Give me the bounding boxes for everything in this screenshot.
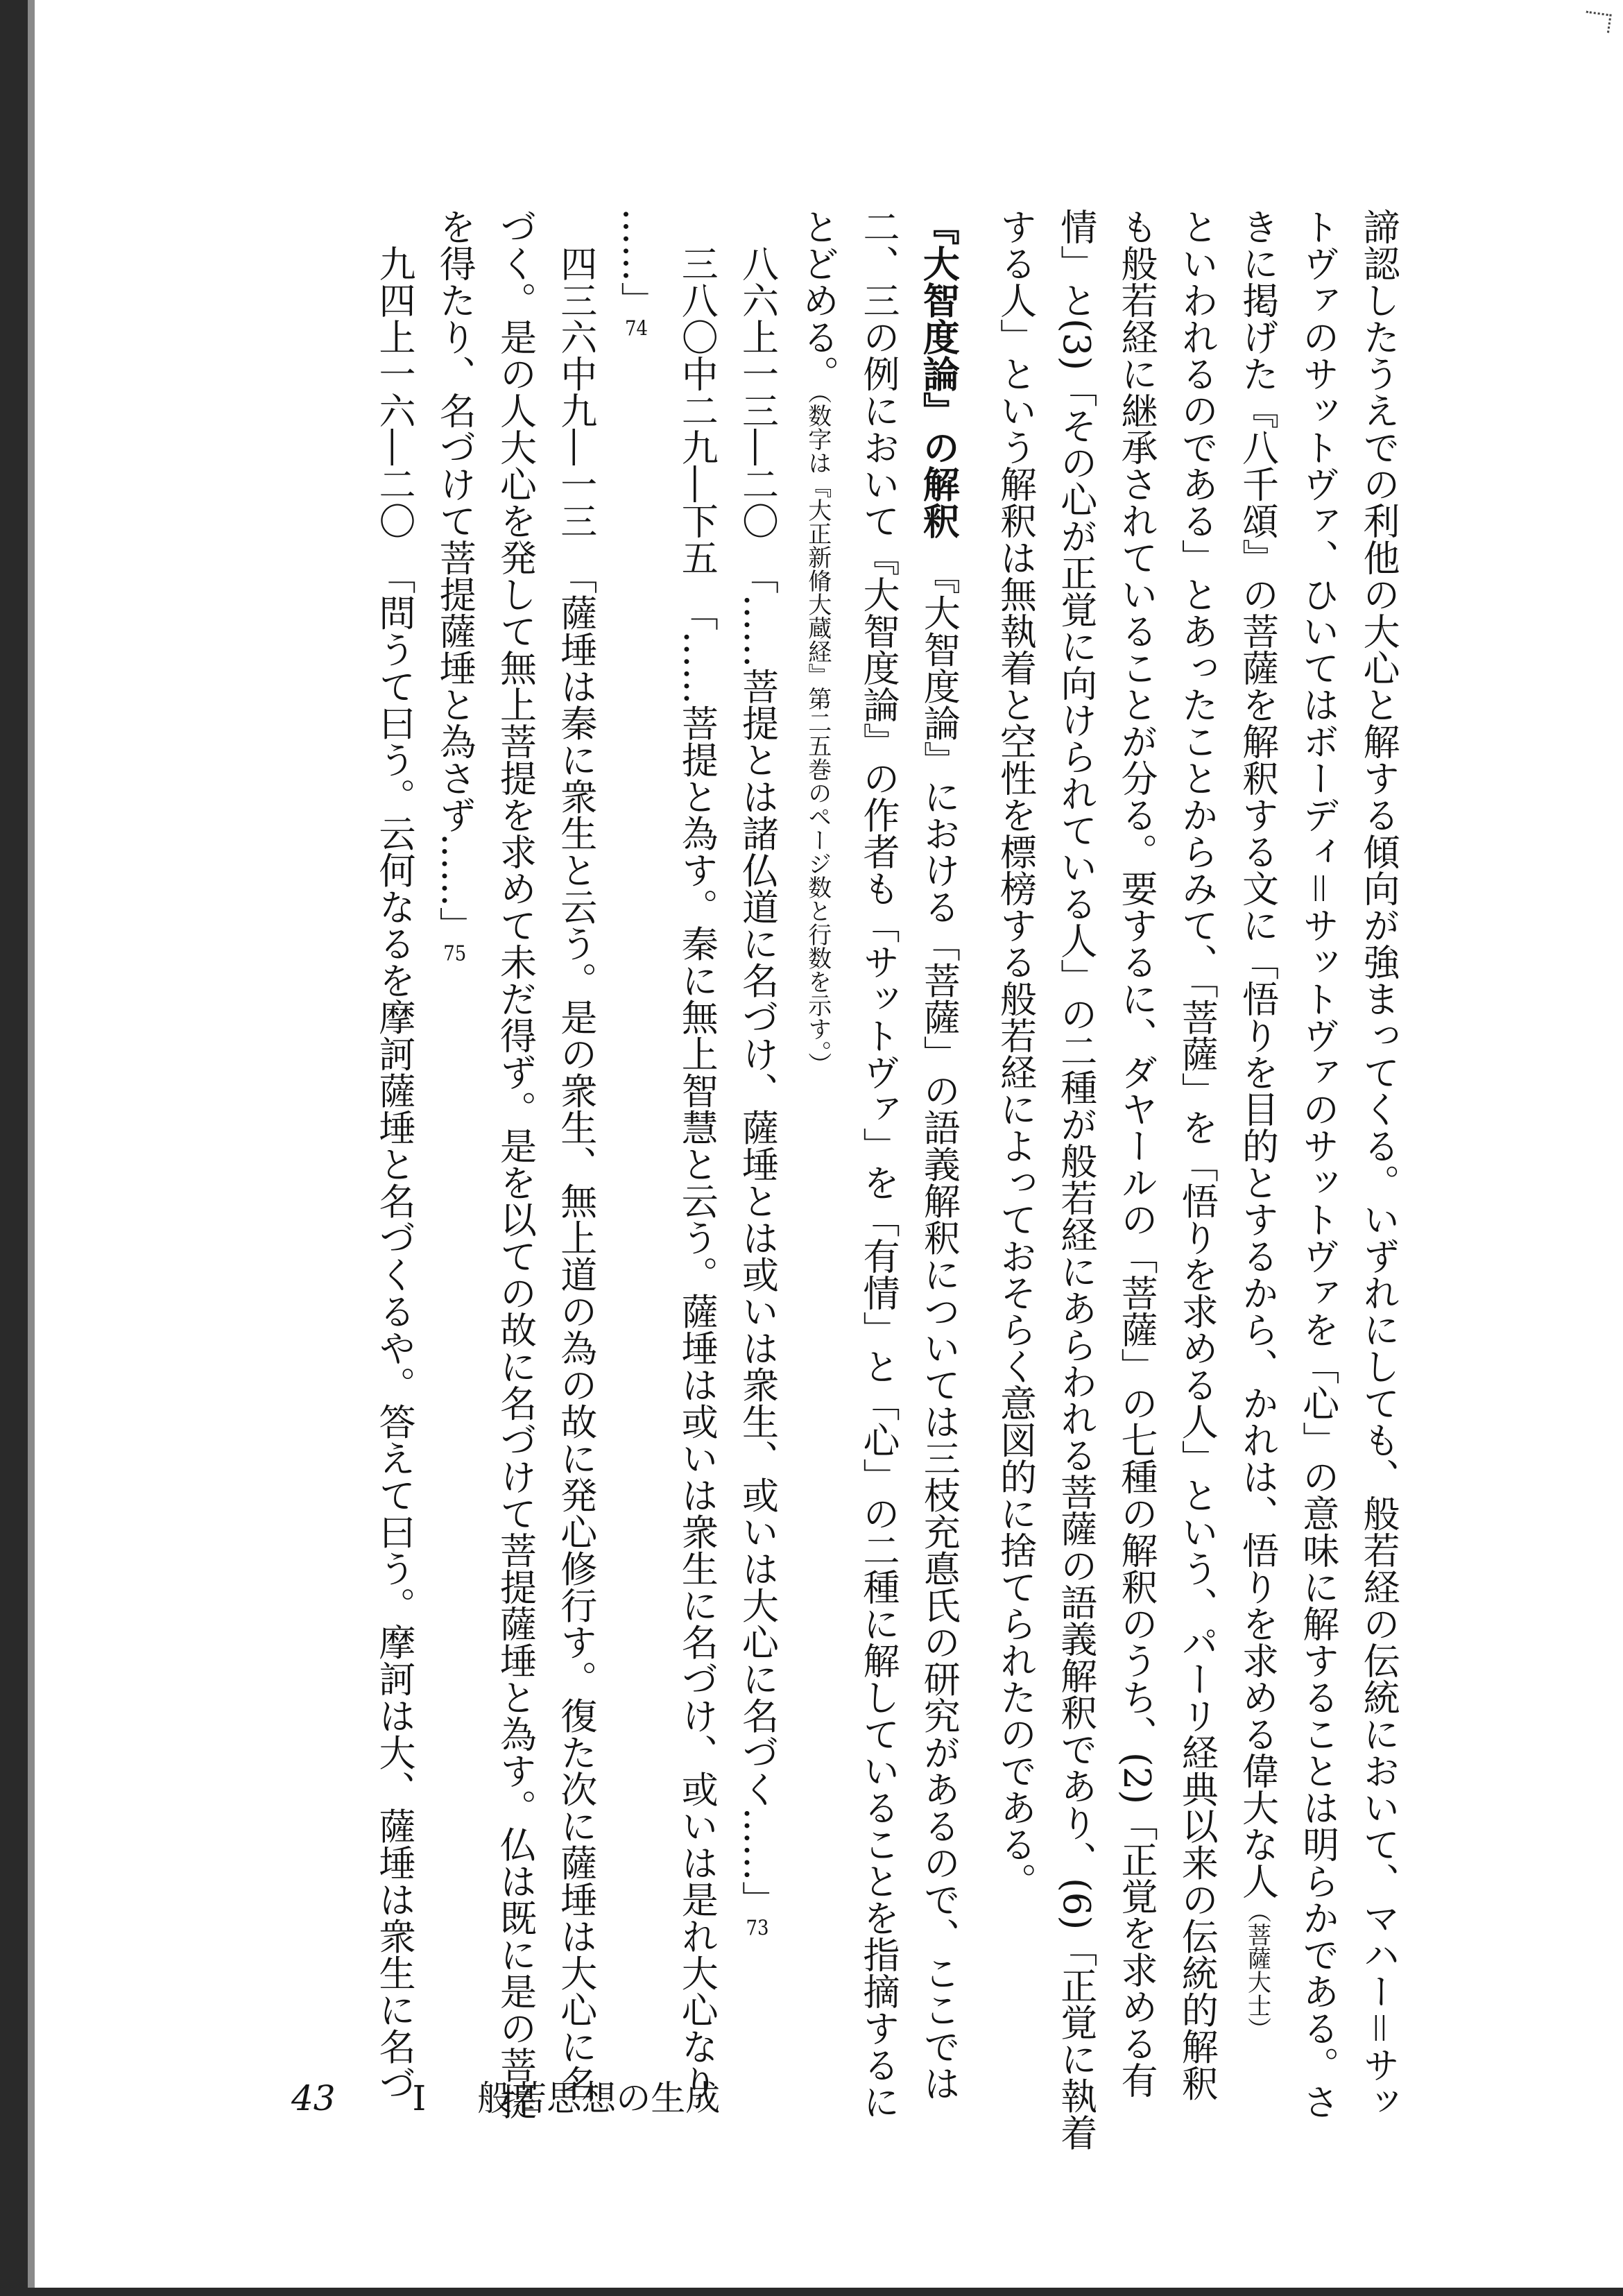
part-title: 般若思想の生成 <box>477 2078 721 2118</box>
quote-2-ref: 三八〇中二九―下五 <box>676 245 719 576</box>
body-line-4 <box>1174 208 1219 2102</box>
quote-2-cont-text: ……」 <box>615 208 658 318</box>
quote-2-text: 「……菩提と為す。秦に無上智慧と云う。薩埵は或いは衆生に名づけ、或いは是れ大心なり <box>676 612 719 2102</box>
body-line-5 <box>1113 208 1159 2099</box>
section-line-1: 『大智度論』における「菩薩」の語義解釈については三枝充悳氏の研究があるので、ここでは <box>918 576 961 2102</box>
body-line-3-note: （菩薩大士） <box>1243 1899 1271 2041</box>
quote-4-ref: 九四上一六―二〇 <box>373 245 415 539</box>
body-line-2 <box>1295 208 1341 2120</box>
body-line-1-text: 諦認したうえでの利他の大心と解する傾向が強まってくる。いずれにしても、般若経の伝統において、マハー＝サッ <box>1357 208 1400 2120</box>
page-number: 43 <box>291 2078 336 2118</box>
quote-2 <box>673 208 719 2102</box>
section-line-3 <box>795 208 841 2025</box>
quote-3-cont2-text: を得たり、名づけて菩提薩埵と為さず……」 <box>433 208 476 943</box>
body-line-3 <box>1234 208 1280 2041</box>
body-line-6 <box>1053 208 1099 2151</box>
quote-1 <box>734 208 780 2025</box>
section-heading: 『大智度論』の解釈 <box>917 208 961 539</box>
quote-3-cont <box>492 208 538 2120</box>
quote-1-note: 73 <box>746 1917 769 1939</box>
body-line-3-text: きに掲げた『八千頌』の菩薩を解釈する文に「悟りを目的とするから、かれは、悟りを求める偉大な人 <box>1236 208 1279 1899</box>
body-line-6-text: 情」と(3)「その心が正覚に向けられている人」の二種が般若経にあらわれる菩薩の語義解釈であり、(6)「正覚に執着 <box>1054 208 1097 2151</box>
quote-3-ref: 四三六中九―一三 <box>554 245 597 539</box>
quote-1-text: 「……菩提とは諸仏道に名づけ、薩埵とは或いは衆生、或いは大心に名づく……」 <box>736 576 779 1918</box>
section-line-2-text: 二、三の例において『大智度論』の作者も「サットヴァ」を「有情」と「心」の二種に解していることを指摘するに <box>857 208 900 2120</box>
quote-2-note: 74 <box>625 318 648 339</box>
quote-3-cont2 <box>431 208 477 2025</box>
body-line-5-text: も般若経に継承されていることが分る。要するに、ダヤールの「菩薩」の七種の解釈のうち、(2)「正覚を求める有 <box>1115 208 1158 2099</box>
quote-3 <box>553 208 599 2102</box>
body-line-1 <box>1355 208 1401 2120</box>
body-line-4-text: といわれるのである」とあったことからみて、「菩薩」を「悟りを求める人」という、パーリ経典以来の伝統的解釈 <box>1176 208 1219 2102</box>
section-line-3-text: とどめる。 <box>796 208 839 392</box>
quote-3-text: 「薩埵は秦に衆生と云う。是の衆生、無上道の為の故に発心修行す。復た次に薩埵は大心に名 <box>554 576 597 2102</box>
section-line-2 <box>855 208 901 2120</box>
quote-4 <box>371 208 417 2102</box>
quote-2-cont <box>613 208 659 2025</box>
body-line-7-text: する人」という解釈は無執着と空性を標榜する般若経によっておそらく意図的に捨てられたのである。 <box>994 208 1037 1899</box>
quote-3-cont-text: づく。是の人大心を発して無上菩提を求めて未だ得ず。是を以ての故に名づけて菩提薩埵と為す。仏は既に是の菩提 <box>494 208 537 2120</box>
section-note: （数字は『大正新脩大蔵経』第二五巻のページ数と行数を示す。） <box>803 392 832 1076</box>
quote-3-note: 75 <box>443 943 467 964</box>
section-heading-line <box>916 208 961 2102</box>
part-number: I <box>412 2078 427 2118</box>
quote-4-text: 「問うて曰う。云何なるを摩訶薩埵と名づくるや。答えて曰う。摩訶は大、薩埵は衆生に名づ <box>373 576 415 2102</box>
body-line-7 <box>992 208 1038 2025</box>
page-footer <box>291 2071 720 2121</box>
scan-shadow-left <box>0 0 28 2296</box>
body-line-2-text: トヴァのサットヴァ、ひいてはボーディ＝サットヴァのサットヴァを「心」の意味に解することは明らかである。さ <box>1296 208 1339 2120</box>
scan-corner-mark <box>1583 11 1611 33</box>
scan-shadow-left-inner <box>28 0 35 2296</box>
scan-shadow-bottom <box>0 2288 1623 2296</box>
quote-1-ref: 八六上一三―二〇 <box>736 245 779 539</box>
